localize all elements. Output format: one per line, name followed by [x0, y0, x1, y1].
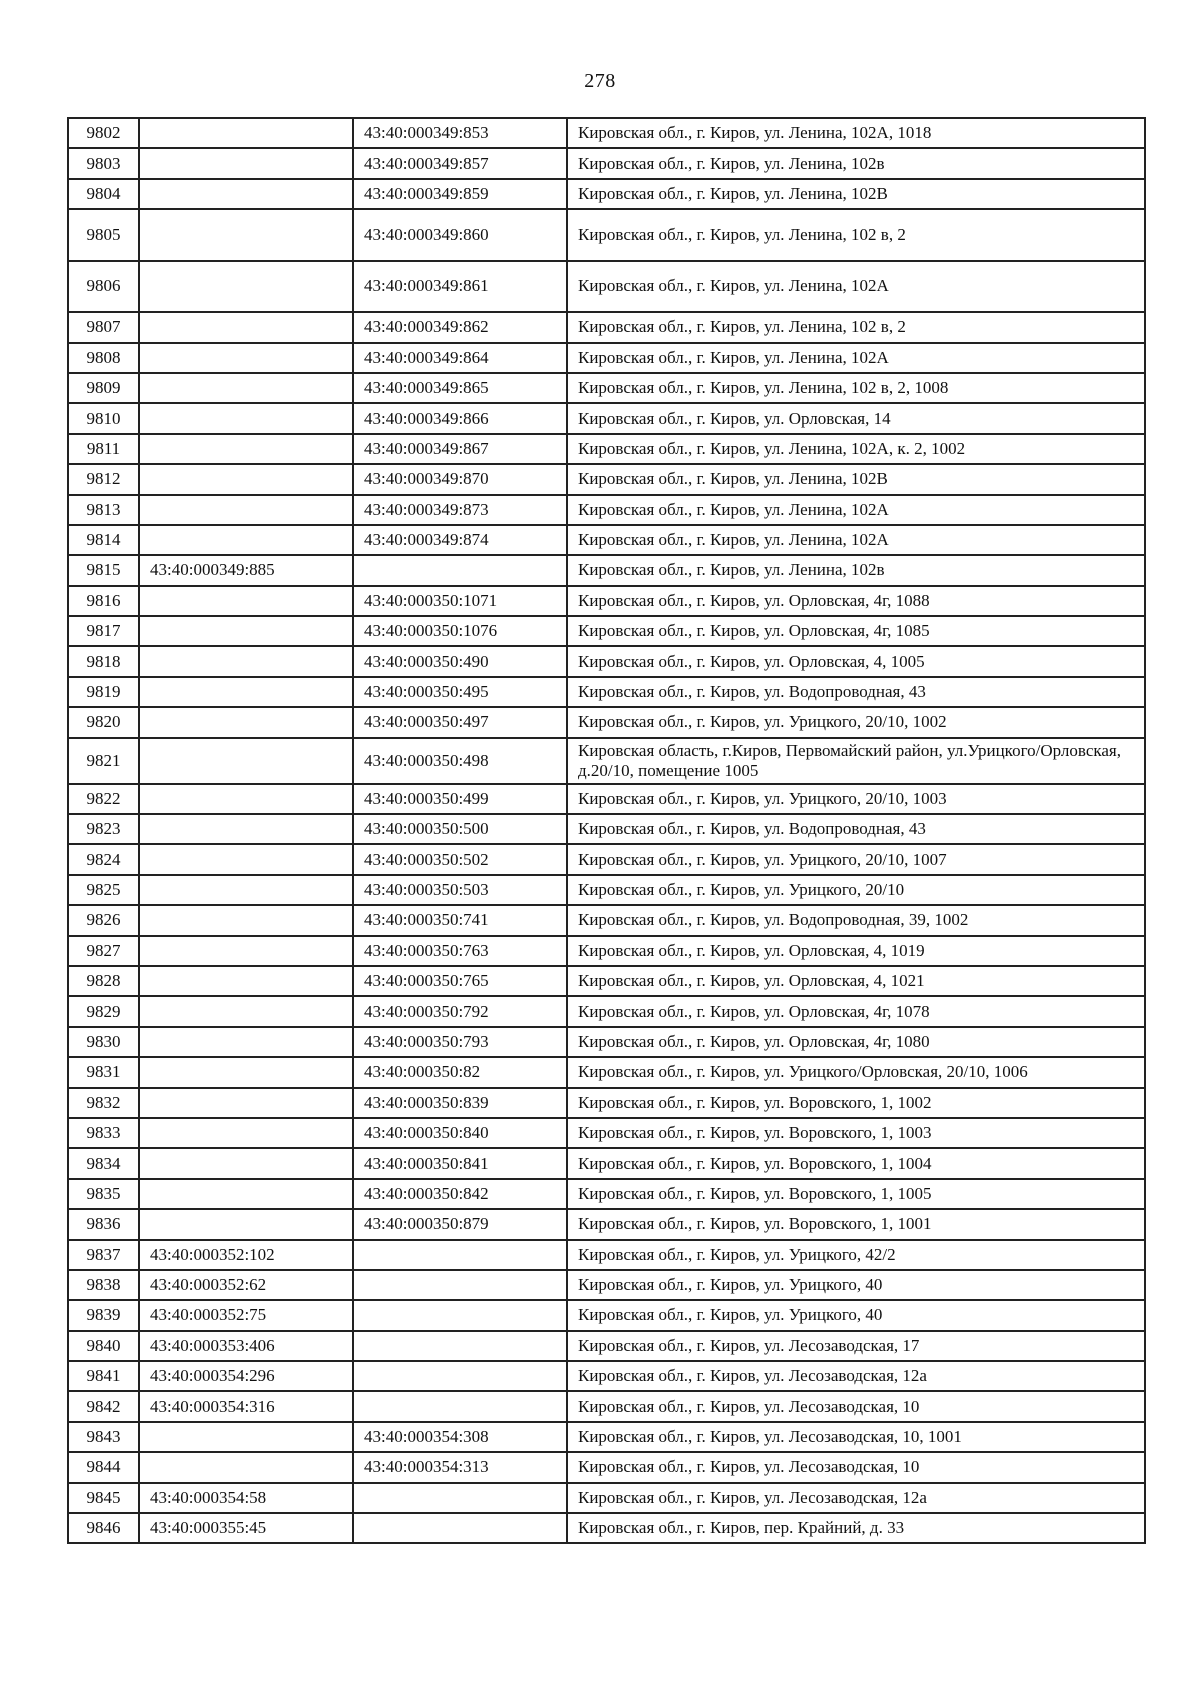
- object-cadastral-number-cell: 43:40:000350:839: [353, 1088, 567, 1118]
- address-cell: Кировская обл., г. Киров, ул. Ленина, 102 в, 2: [567, 312, 1145, 342]
- row-number: 9805: [68, 209, 139, 261]
- row-number: 9812: [68, 464, 139, 494]
- row-number: 9840: [68, 1331, 139, 1361]
- cadastral-number-cell: [139, 1422, 353, 1452]
- address-cell: Кировская обл., г. Киров, ул. Ленина, 102В: [567, 464, 1145, 494]
- cadastral-number-cell: [139, 738, 353, 784]
- address-cell: Кировская обл., г. Киров, ул. Орловская, 4г, 1085: [567, 616, 1145, 646]
- row-number: 9837: [68, 1240, 139, 1270]
- cadastral-number-cell: 43:40:000352:75: [139, 1300, 353, 1330]
- cadastral-number-cell: [139, 875, 353, 905]
- address-cell: Кировская обл., г. Киров, ул. Лесозаводская, 12а: [567, 1483, 1145, 1513]
- cadastral-number-cell: 43:40:000354:316: [139, 1391, 353, 1421]
- address-cell: Кировская обл., г. Киров, пер. Крайний, д. 33: [567, 1513, 1145, 1543]
- cadastral-number-cell: [139, 1057, 353, 1087]
- table-row: [68, 936, 1145, 966]
- address-cell: Кировская обл., г. Киров, ул. Урицкого/Орловская, 20/10, 1006: [567, 1057, 1145, 1087]
- cadastral-number-cell: [139, 1088, 353, 1118]
- cadastral-number-cell: [139, 1118, 353, 1148]
- object-cadastral-number-cell: 43:40:000354:313: [353, 1452, 567, 1482]
- row-number: 9835: [68, 1179, 139, 1209]
- object-cadastral-number-cell: 43:40:000350:499: [353, 784, 567, 814]
- object-cadastral-number-cell: 43:40:000349:861: [353, 261, 567, 313]
- row-number: 9845: [68, 1483, 139, 1513]
- address-cell: Кировская обл., г. Киров, ул. Орловская, 4, 1019: [567, 936, 1145, 966]
- table-row: [68, 875, 1145, 905]
- cadastral-number-cell: 43:40:000355:45: [139, 1513, 353, 1543]
- address-cell: Кировская обл., г. Киров, ул. Лесозаводская, 10, 1001: [567, 1422, 1145, 1452]
- table-row: [68, 784, 1145, 814]
- address-cell: Кировская обл., г. Киров, ул. Водопроводная, 43: [567, 814, 1145, 844]
- page-number: 278: [584, 70, 616, 92]
- address-cell: Кировская обл., г. Киров, ул. Ленина, 102А: [567, 525, 1145, 555]
- table-row: [68, 905, 1145, 935]
- row-number: 9830: [68, 1027, 139, 1057]
- table-row: [68, 677, 1145, 707]
- object-cadastral-number-cell: 43:40:000354:308: [353, 1422, 567, 1452]
- cadastral-number-cell: [139, 343, 353, 373]
- address-cell: Кировская обл., г. Киров, ул. Ленина, 102в: [567, 555, 1145, 585]
- object-cadastral-number-cell: 43:40:000349:870: [353, 464, 567, 494]
- object-cadastral-number-cell: 43:40:000349:860: [353, 209, 567, 261]
- object-cadastral-number-cell: 43:40:000349:864: [353, 343, 567, 373]
- cadastral-number-cell: [139, 209, 353, 261]
- cadastral-number-cell: [139, 646, 353, 676]
- object-cadastral-number-cell: 43:40:000350:503: [353, 875, 567, 905]
- row-number: 9804: [68, 179, 139, 209]
- row-number: 9821: [68, 738, 139, 784]
- address-cell: Кировская обл., г. Киров, ул. Воровского, 1, 1004: [567, 1148, 1145, 1178]
- cadastral-number-cell: 43:40:000352:102: [139, 1240, 353, 1270]
- object-cadastral-number-cell: [353, 1391, 567, 1421]
- row-number: 9843: [68, 1422, 139, 1452]
- object-cadastral-number-cell: 43:40:000350:490: [353, 646, 567, 676]
- row-number: 9827: [68, 936, 139, 966]
- object-cadastral-number-cell: 43:40:000350:765: [353, 966, 567, 996]
- row-number: 9808: [68, 343, 139, 373]
- object-cadastral-number-cell: 43:40:000350:495: [353, 677, 567, 707]
- row-number: 9836: [68, 1209, 139, 1239]
- row-number: 9846: [68, 1513, 139, 1543]
- address-cell: Кировская обл., г. Киров, ул. Воровского, 1, 1005: [567, 1179, 1145, 1209]
- object-cadastral-number-cell: 43:40:000350:498: [353, 738, 567, 784]
- object-cadastral-number-cell: 43:40:000350:763: [353, 936, 567, 966]
- row-number: 9841: [68, 1361, 139, 1391]
- address-cell: Кировская обл., г. Киров, ул. Ленина, 102А: [567, 495, 1145, 525]
- address-cell: Кировская обл., г. Киров, ул. Ленина, 102А: [567, 261, 1145, 313]
- cadastral-number-cell: [139, 261, 353, 313]
- table-row: [68, 1361, 1145, 1391]
- table-row: [68, 616, 1145, 646]
- address-cell: Кировская обл., г. Киров, ул. Урицкого, 40: [567, 1300, 1145, 1330]
- cadastral-number-cell: [139, 148, 353, 178]
- address-cell: Кировская обл., г. Киров, ул. Ленина, 102А, к. 2, 1002: [567, 434, 1145, 464]
- row-number: 9811: [68, 434, 139, 464]
- object-cadastral-number-cell: 43:40:000350:497: [353, 707, 567, 737]
- row-number: 9831: [68, 1057, 139, 1087]
- cadastral-number-cell: 43:40:000353:406: [139, 1331, 353, 1361]
- cadastral-number-cell: [139, 844, 353, 874]
- row-number: 9842: [68, 1391, 139, 1421]
- table-row: [68, 1483, 1145, 1513]
- table-row: [68, 738, 1145, 784]
- table-row: [68, 434, 1145, 464]
- row-number: 9839: [68, 1300, 139, 1330]
- cadastral-number-cell: [139, 525, 353, 555]
- object-cadastral-number-cell: 43:40:000350:879: [353, 1209, 567, 1239]
- object-cadastral-number-cell: [353, 1513, 567, 1543]
- table-row: [68, 1057, 1145, 1087]
- address-cell: Кировская обл., г. Киров, ул. Орловская, 4г, 1078: [567, 996, 1145, 1026]
- row-number: 9809: [68, 373, 139, 403]
- object-cadastral-number-cell: 43:40:000349:865: [353, 373, 567, 403]
- address-cell: Кировская обл., г. Киров, ул. Орловская, 4, 1021: [567, 966, 1145, 996]
- address-cell: Кировская обл., г. Киров, ул. Орловская, 14: [567, 403, 1145, 433]
- address-cell: Кировская обл., г. Киров, ул. Ленина, 102А, 1018: [567, 118, 1145, 148]
- address-cell: Кировская обл., г. Киров, ул. Воровского, 1, 1003: [567, 1118, 1145, 1148]
- object-cadastral-number-cell: [353, 1240, 567, 1270]
- object-cadastral-number-cell: 43:40:000349:866: [353, 403, 567, 433]
- cadastral-number-cell: [139, 966, 353, 996]
- cadastral-number-cell: [139, 495, 353, 525]
- cadastral-number-cell: [139, 814, 353, 844]
- cadastral-number-cell: [139, 996, 353, 1026]
- property-registry-table: [67, 117, 1146, 1544]
- object-cadastral-number-cell: 43:40:000350:1071: [353, 586, 567, 616]
- table-row: [68, 1513, 1145, 1543]
- cadastral-number-cell: [139, 1179, 353, 1209]
- object-cadastral-number-cell: [353, 555, 567, 585]
- table-row: [68, 707, 1145, 737]
- object-cadastral-number-cell: [353, 1483, 567, 1513]
- table-row: [68, 814, 1145, 844]
- address-cell: Кировская обл., г. Киров, ул. Ленина, 102 в, 2, 1008: [567, 373, 1145, 403]
- object-cadastral-number-cell: 43:40:000349:859: [353, 179, 567, 209]
- table-row: [68, 373, 1145, 403]
- address-cell: Кировская обл., г. Киров, ул. Орловская, 4г, 1088: [567, 586, 1145, 616]
- object-cadastral-number-cell: 43:40:000350:841: [353, 1148, 567, 1178]
- object-cadastral-number-cell: 43:40:000349:862: [353, 312, 567, 342]
- object-cadastral-number-cell: 43:40:000350:842: [353, 1179, 567, 1209]
- row-number: 9819: [68, 677, 139, 707]
- address-cell: Кировская обл., г. Киров, ул. Урицкого, 42/2: [567, 1240, 1145, 1270]
- cadastral-number-cell: [139, 373, 353, 403]
- cadastral-number-cell: [139, 118, 353, 148]
- table-row: [68, 1027, 1145, 1057]
- row-number: 9838: [68, 1270, 139, 1300]
- object-cadastral-number-cell: [353, 1270, 567, 1300]
- table-row: [68, 495, 1145, 525]
- cadastral-number-cell: [139, 936, 353, 966]
- cadastral-number-cell: 43:40:000354:58: [139, 1483, 353, 1513]
- row-number: 9834: [68, 1148, 139, 1178]
- address-cell: Кировская обл., г. Киров, ул. Воровского, 1, 1001: [567, 1209, 1145, 1239]
- row-number: 9844: [68, 1452, 139, 1482]
- cadastral-number-cell: [139, 1452, 353, 1482]
- object-cadastral-number-cell: [353, 1331, 567, 1361]
- address-cell: Кировская обл., г. Киров, ул. Водопроводная, 43: [567, 677, 1145, 707]
- address-cell: Кировская область, г.Киров, Первомайский район, ул.Урицкого/Орловская, д.20/10, помещение 1005: [567, 738, 1145, 784]
- row-number: 9828: [68, 966, 139, 996]
- table-row: [68, 312, 1145, 342]
- table-row: [68, 586, 1145, 616]
- object-cadastral-number-cell: 43:40:000350:500: [353, 814, 567, 844]
- row-number: 9814: [68, 525, 139, 555]
- row-number: 9832: [68, 1088, 139, 1118]
- address-cell: Кировская обл., г. Киров, ул. Урицкого, 20/10, 1007: [567, 844, 1145, 874]
- address-cell: Кировская обл., г. Киров, ул. Лесозаводская, 10: [567, 1391, 1145, 1421]
- row-number: 9822: [68, 784, 139, 814]
- row-number: 9813: [68, 495, 139, 525]
- cadastral-number-cell: [139, 707, 353, 737]
- object-cadastral-number-cell: 43:40:000350:502: [353, 844, 567, 874]
- object-cadastral-number-cell: 43:40:000349:873: [353, 495, 567, 525]
- address-cell: Кировская обл., г. Киров, ул. Урицкого, 40: [567, 1270, 1145, 1300]
- row-number: 9825: [68, 875, 139, 905]
- row-number: 9824: [68, 844, 139, 874]
- object-cadastral-number-cell: 43:40:000349:857: [353, 148, 567, 178]
- table-row: [68, 1391, 1145, 1421]
- table-row: [68, 1452, 1145, 1482]
- object-cadastral-number-cell: 43:40:000350:82: [353, 1057, 567, 1087]
- cadastral-number-cell: 43:40:000349:885: [139, 555, 353, 585]
- row-number: 9807: [68, 312, 139, 342]
- cadastral-number-cell: 43:40:000352:62: [139, 1270, 353, 1300]
- table-row: [68, 1240, 1145, 1270]
- table-row: [68, 996, 1145, 1026]
- table-row: [68, 646, 1145, 676]
- row-number: 9816: [68, 586, 139, 616]
- object-cadastral-number-cell: 43:40:000350:792: [353, 996, 567, 1026]
- row-number: 9803: [68, 148, 139, 178]
- table-row: [68, 209, 1145, 261]
- address-cell: Кировская обл., г. Киров, ул. Ленина, 102А: [567, 343, 1145, 373]
- table-row: [68, 179, 1145, 209]
- table-row: [68, 525, 1145, 555]
- cadastral-number-cell: [139, 586, 353, 616]
- row-number: 9829: [68, 996, 139, 1026]
- table-row: [68, 1209, 1145, 1239]
- table-row: [68, 343, 1145, 373]
- table-row: [68, 464, 1145, 494]
- address-cell: Кировская обл., г. Киров, ул. Водопроводная, 39, 1002: [567, 905, 1145, 935]
- object-cadastral-number-cell: [353, 1300, 567, 1330]
- table-row: [68, 1270, 1145, 1300]
- table-row: [68, 403, 1145, 433]
- row-number: 9815: [68, 555, 139, 585]
- object-cadastral-number-cell: 43:40:000350:840: [353, 1118, 567, 1148]
- row-number: 9820: [68, 707, 139, 737]
- table-row: [68, 844, 1145, 874]
- table-row: [68, 555, 1145, 585]
- address-cell: Кировская обл., г. Киров, ул. Лесозаводская, 17: [567, 1331, 1145, 1361]
- cadastral-number-cell: [139, 784, 353, 814]
- address-cell: Кировская обл., г. Киров, ул. Воровского, 1, 1002: [567, 1088, 1145, 1118]
- object-cadastral-number-cell: 43:40:000350:793: [353, 1027, 567, 1057]
- cadastral-number-cell: 43:40:000354:296: [139, 1361, 353, 1391]
- table-row: [68, 118, 1145, 148]
- row-number: 9802: [68, 118, 139, 148]
- table-row: [68, 1422, 1145, 1452]
- table-row: [68, 1118, 1145, 1148]
- address-cell: Кировская обл., г. Киров, ул. Ленина, 102В: [567, 179, 1145, 209]
- cadastral-number-cell: [139, 464, 353, 494]
- table-row: [68, 261, 1145, 313]
- address-cell: Кировская обл., г. Киров, ул. Урицкого, 20/10, 1003: [567, 784, 1145, 814]
- table-row: [68, 1331, 1145, 1361]
- registry-body: [68, 118, 1145, 1543]
- table-row: [68, 1088, 1145, 1118]
- address-cell: Кировская обл., г. Киров, ул. Орловская, 4, 1005: [567, 646, 1145, 676]
- address-cell: Кировская обл., г. Киров, ул. Ленина, 102 в, 2: [567, 209, 1145, 261]
- object-cadastral-number-cell: 43:40:000349:853: [353, 118, 567, 148]
- address-cell: Кировская обл., г. Киров, ул. Лесозаводская, 12а: [567, 1361, 1145, 1391]
- cadastral-number-cell: [139, 312, 353, 342]
- row-number: 9833: [68, 1118, 139, 1148]
- address-cell: Кировская обл., г. Киров, ул. Орловская, 4г, 1080: [567, 1027, 1145, 1057]
- table-row: [68, 966, 1145, 996]
- cadastral-number-cell: [139, 434, 353, 464]
- cadastral-number-cell: [139, 905, 353, 935]
- object-cadastral-number-cell: 43:40:000350:1076: [353, 616, 567, 646]
- table-row: [68, 148, 1145, 178]
- object-cadastral-number-cell: 43:40:000349:874: [353, 525, 567, 555]
- cadastral-number-cell: [139, 616, 353, 646]
- cadastral-number-cell: [139, 1148, 353, 1178]
- object-cadastral-number-cell: 43:40:000350:741: [353, 905, 567, 935]
- row-number: 9806: [68, 261, 139, 313]
- cadastral-number-cell: [139, 179, 353, 209]
- row-number: 9817: [68, 616, 139, 646]
- object-cadastral-number-cell: 43:40:000349:867: [353, 434, 567, 464]
- row-number: 9826: [68, 905, 139, 935]
- object-cadastral-number-cell: [353, 1361, 567, 1391]
- row-number: 9823: [68, 814, 139, 844]
- address-cell: Кировская обл., г. Киров, ул. Лесозаводская, 10: [567, 1452, 1145, 1482]
- row-number: 9818: [68, 646, 139, 676]
- address-cell: Кировская обл., г. Киров, ул. Урицкого, 20/10: [567, 875, 1145, 905]
- row-number: 9810: [68, 403, 139, 433]
- cadastral-number-cell: [139, 677, 353, 707]
- cadastral-number-cell: [139, 403, 353, 433]
- address-cell: Кировская обл., г. Киров, ул. Ленина, 102в: [567, 148, 1145, 178]
- table-row: [68, 1179, 1145, 1209]
- cadastral-number-cell: [139, 1027, 353, 1057]
- table-row: [68, 1300, 1145, 1330]
- cadastral-number-cell: [139, 1209, 353, 1239]
- table-row: [68, 1148, 1145, 1178]
- address-cell: Кировская обл., г. Киров, ул. Урицкого, 20/10, 1002: [567, 707, 1145, 737]
